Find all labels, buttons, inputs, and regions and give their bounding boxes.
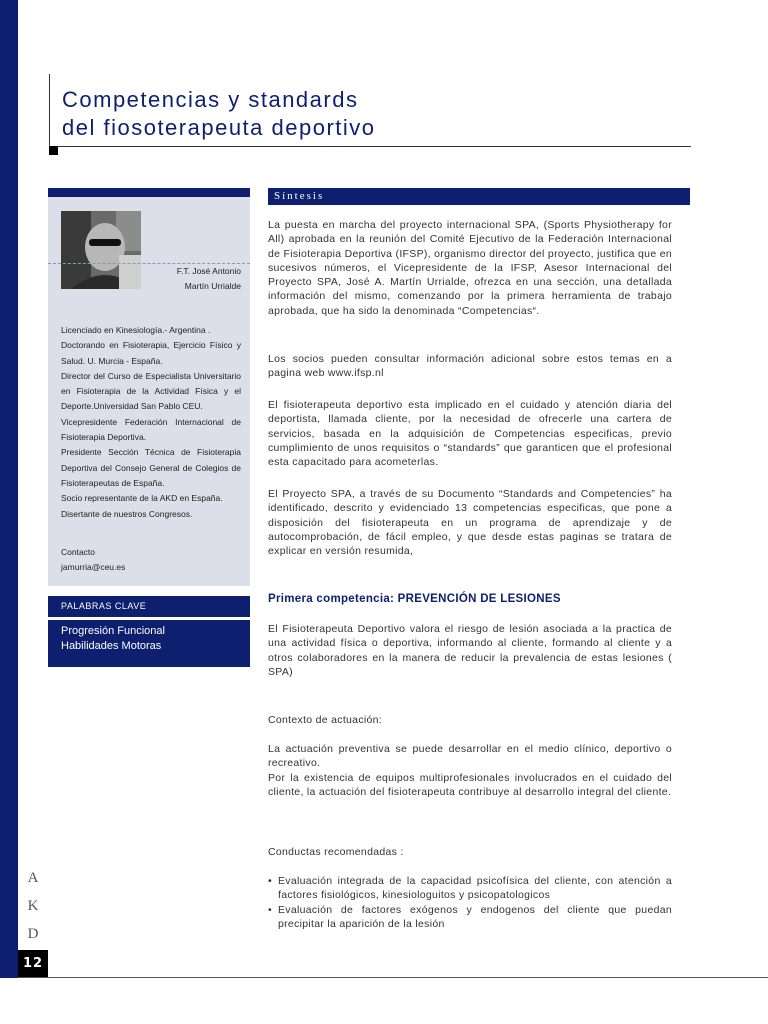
context-label: Contexto de actuación: — [268, 714, 383, 726]
akd-letter: A — [27, 870, 39, 886]
akd-letter: K — [27, 898, 39, 914]
keywords-box — [48, 620, 250, 667]
author-bio — [61, 323, 241, 522]
bio-line: Disertante de nuestros Congresos. — [61, 508, 193, 519]
paragraph-3: El fisioterapeuta deportivo esta implicado en el cuidado y atención diaria del deportista, llamada cliente, por la necesidad de ofrecerle una cartera de servicios, basada en la adquisición de Competencias especificas, previo cumplimiento de unos requisitos o “standards” que garanticen que el profesional esta capacitado para acometerlas. — [268, 399, 672, 469]
title-vertical-rule — [49, 74, 50, 152]
bio-line: Doctorando en Fisioterapia, Ejercicio Físico y Salud. U. Murcia - España. — [61, 340, 241, 366]
paragraph-1: La puesta en marcha del proyecto internacional SPA, (Sports Physiotherapy for All) aprobada en la reunión del Comité Ejecutivo de la Federación Internacional de Fisioterapia Deportiva (IFSP), organismo director del proyecto, justifica que en sucesivos números, el Vicepresidente de la IFSP, Asesor Internacional del Proyecto SPA, José A. Martín Urrialde, ofrezca en una sección, una detallada información del mismo, comenzando por la primera herramienta de trabajo aprobada, que ha sido la denominada “Competencias“. — [268, 219, 672, 317]
left-accent-bar — [0, 0, 18, 978]
author-name — [177, 264, 241, 294]
list-item: • Evaluación de factores exógenos y endogenos del cliente que puedan precipitar la aparición de la lesión — [268, 903, 672, 932]
title-underline — [55, 146, 691, 147]
bio-line: Socio representante de la AKD en España. — [61, 493, 223, 504]
keywords-header: PALABRAS CLAVE — [48, 596, 250, 617]
title-corner-square — [49, 146, 58, 155]
author-photo — [61, 211, 141, 289]
title-line-1: Competencias y standards — [62, 87, 359, 112]
competency-heading: Primera competencia: PREVENCIÓN DE LESIONES — [268, 593, 561, 605]
section-label-bar: Síntesis — [268, 188, 690, 205]
conduct-label: Conductas recomendadas : — [268, 846, 404, 858]
paragraph-6a: La actuación preventiva se puede desarrollar en el medio clínico, deportivo o recreativo. — [268, 743, 672, 770]
bio-line: Vicepresidente Federación Internacional de Fisioterapia Deportiva. — [61, 416, 241, 443]
akd-vertical-logo — [24, 866, 42, 950]
sidebar-top-bar — [48, 188, 250, 197]
author-name-line-1: F.T. José Antonio — [176, 266, 241, 276]
keyword-item: Progresión Funcional — [61, 625, 165, 637]
akd-letter: D — [27, 926, 39, 942]
author-name-line-2: Martín Urrialde — [184, 281, 241, 291]
title-line-2: del fiosoterapeuta deportivo — [62, 115, 376, 140]
contact-label: Contacto — [61, 547, 96, 557]
page-title — [62, 86, 376, 142]
conduct-list — [268, 874, 672, 931]
bio-line: Director del Curso de Especialista Universitario en Fisioterapia de la Actividad Física y el Deporte.Universidad San Pablo CEU. — [61, 370, 241, 412]
paragraph-5: El Fisioterapeuta Deportivo valora el riesgo de lesión asociada a la practica de una actividad física o deportiva, informando al cliente, formando al cliente y a otros colaboradores en la manera de reducir la prevalencia de estas lesiones ( SPA) — [268, 623, 672, 678]
paragraph-4: El Proyecto SPA, a través de su Documento “Standards and Competencies” ha identificado, descrito y evidenciado 13 competencias especificas, que pone a disposición del fisioterapeuta en un programa de aprendizaje y de autocomprobación, de fácil empleo, y que desde estas paginas se tratara de explicar en versión resumida, — [268, 488, 672, 558]
author-sidebar — [48, 188, 250, 586]
keyword-item: Habilidades Motoras — [61, 640, 162, 652]
paragraph-2: Los socios pueden consultar información adicional sobre estos temas en a pagina web www.ifsp.nl — [268, 353, 672, 380]
bio-line: Presidente Sección Técnica de Fisioterapia Deportiva del Consejo General de Colegios de Fisioterapeutas de España. — [61, 447, 241, 488]
footer-rule — [18, 977, 768, 978]
paragraph-6b: Por la existencia de equipos multiprofesionales involucrados en el cuidado del cliente, la actuación del fisioterapeuta contribuye al desarrollo integral del cliente. — [268, 772, 672, 799]
list-item: • Evaluación integrada de la capacidad psicofísica del cliente, con atención a factores fisiológicos, kinesiologuitos y psicopatologicos — [268, 874, 672, 903]
contact-email-link[interactable]: jamurria@ceu.es — [61, 562, 126, 572]
bio-line: Licenciado en Kinesiología.- Argentina . — [61, 325, 211, 335]
page-number: 12 — [18, 950, 48, 978]
